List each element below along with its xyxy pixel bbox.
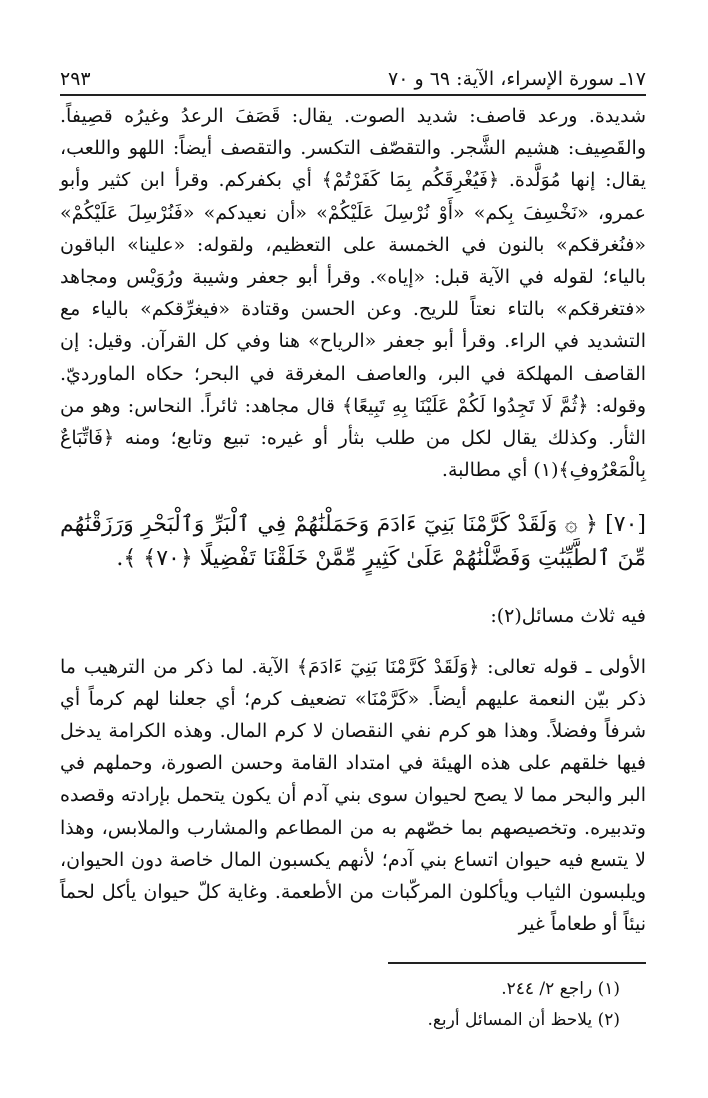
running-title: ١٧ـ سورة الإسراء، الآية: ٦٩ و ٧٠: [388, 68, 646, 90]
paragraph-commentary: شديدة. ورعد قاصف: شديد الصوت. يقال: قَصَفَ الرعدُ وغيرُه قصِيفاً. والقَصِيف: هشيم الشَّجر. والتقصّف التكسر. والتقصف أيضاً: اللهو واللعب، يقال: إنها مُوَلَّدة. ﴿فَيُغْرِقَكُم بِمَا كَفَرْتُمْ﴾ أي بكفركم. وقرأ ابن كثير وأبو عمرو، «نَخْسِفَ بِكم» «أَوْ نُرْسِلَ عَلَيْكُمْ» «أن نعيدكم» «فَنُرْسِلَ عَلَيْكُمْ» «فنُغرقكم» بالنون في الخمسة على التعظيم، ولقوله: «علينا» الباقون بالياء؛ لقوله في الآية قبل: «إياه». وقرأ أبو جعفر وشيبة ورُوَيْس ومجاهد «فتغرقكم» بالتاء نعتاً للريح. وعن الحسن وقتادة «فيغرِّقكم» بالياء مع التشديد في الراء. وقرأ أبو جعفر «الرياح» هنا وفي كل القرآن. وقيل: إن القاصف المهلكة في البر، والعاصف المغرقة في البحر؛ حكاه الماورديّ. وقوله: ﴿ثُمَّ لَا تَجِدُوا لَكُمْ عَلَيْنَا بِهِ تَبِيعًا﴾ قال مجاهد: ثائراً. النحاس: وهو من الثأر. وكذلك يقال لكل من طلب بثأر أو غيره: تبيع وتابع؛ ومنه ﴿فَاتِّبَاعٌ بِالْمَعْرُوفِ﴾(١) أي مطالبة.: [60, 105, 646, 482]
page-body: [60, 100, 646, 940]
quran-verse-70: [٧٠] ﴿ ۞ وَلَقَدْ كَرَّمْنَا بَنِيٓ ءَادَمَ وَحَمَلْنَٰهُمْ فِي ٱلْبَرِّ وَٱلْبَحْرِ وَرَزَقْنَٰهُم مِّنَ ٱلطَّيِّبَٰتِ وَفَضَّلْنَٰهُمْ عَلَىٰ كَثِيرٍ مِّمَّنْ خَلَقْنَا تَفْضِيلًا ﴿٧٠﴾ ﴾.: [60, 512, 646, 572]
header-rule: [60, 94, 646, 96]
page-number: ٢٩٣: [60, 68, 91, 90]
footnotes: [60, 974, 646, 1036]
page-header: [60, 64, 646, 94]
footnote-rule: [388, 962, 646, 964]
paragraph-first-issue: الأولى ـ قوله تعالى: ﴿وَلَقَدْ كَرَّمْنَا بَنِيٓ ءَادَمَ﴾ الآية. لما ذكر من الترهيب ما ذكر بيّن النعمة عليهم أيضاً. «كَرَّمْنَا» تضعيف كرم؛ أي جعلنا لهم كرماً أي شرفاً وفضلاً. وهذا هو كرم نفي النقصان لا كرم المال. وهذه الكرامة يدخل فيها خلقهم على هذه الهيئة في امتداد القامة وحسن الصورة، وحملهم في البر والبحر مما لا يصح لحيوان سوى بني آدم أن يكون يتحمل بإرادته وقصده وتدبيره. وتخصيصهم بما خصّهم به من المطاعم والمشارب والملابس، وهذا لا يتسع فيه حيوان اتساع بني آدم؛ لأنهم يكسبون المال خاصة دون الحيوان، ويلبسون الثياب ويأكلون المركّبات من الأطعمة. وغاية كلّ حيوان يأكل لحماً نيئاً أو طعاماً غير: [60, 655, 646, 936]
paragraph-issues-intro: فيه ثلاث مسائل(٢):: [490, 605, 646, 628]
footnote-2: (٢) يلاحظ أن المسائل أربع.: [427, 1010, 620, 1030]
footnote-1: (١) راجع ٢/ ٢٤٤.: [501, 979, 620, 999]
